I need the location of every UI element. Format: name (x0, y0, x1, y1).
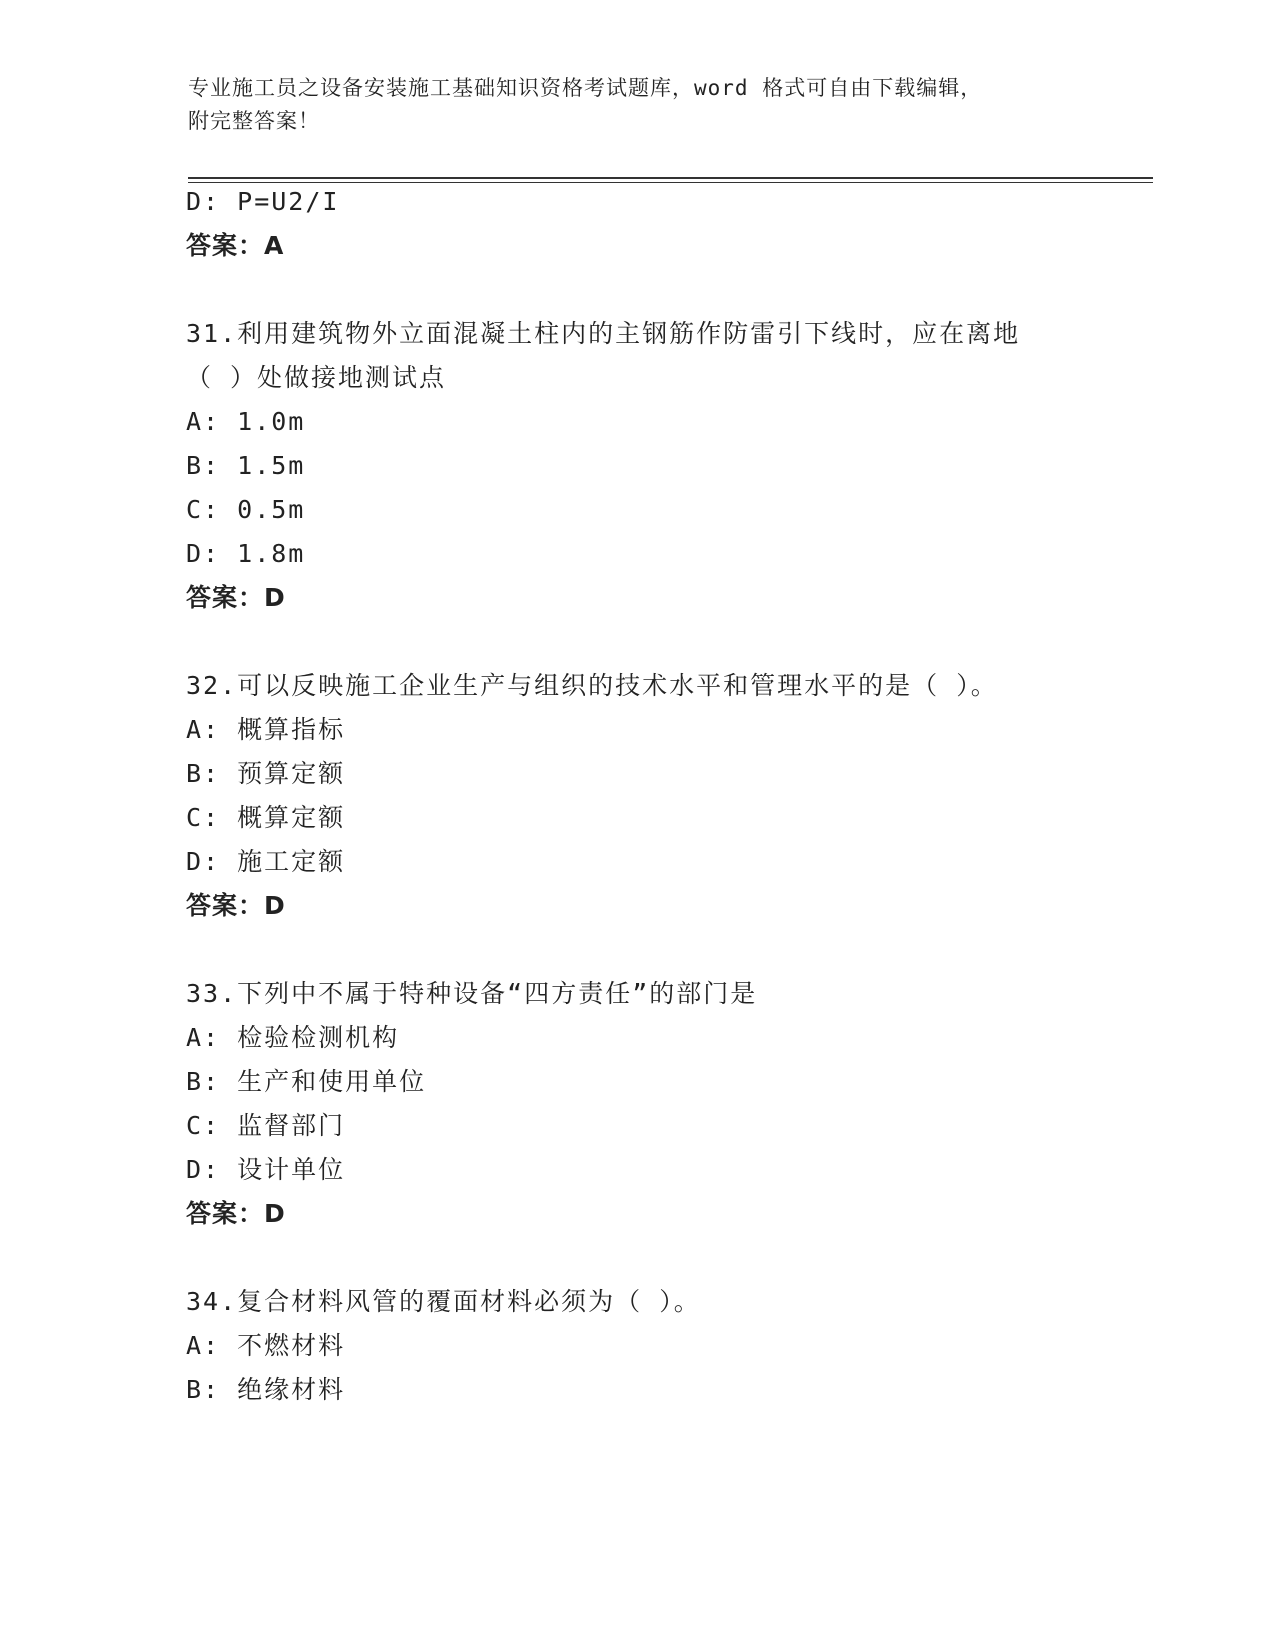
header-line-1: 专业施工员之设备安装施工基础知识资格考试题库，word 格式可自由下载编辑， (188, 76, 983, 100)
question-34-option-b: B: 绝缘材料 (186, 1375, 346, 1404)
question-31-stem-line-2: （ ）处做接地测试点 (186, 363, 447, 392)
question-33-option-c: C: 监督部门 (186, 1111, 346, 1140)
header-divider-thin (188, 182, 1153, 183)
question-32-option-a: A: 概算指标 (186, 715, 346, 744)
question-33-option-a: A: 检验检测机构 (186, 1023, 400, 1052)
header-divider-thick (188, 177, 1153, 179)
question-31-option-b: B: 1.5m (186, 451, 306, 480)
document-header (188, 72, 1088, 138)
question-34-option-a: A: 不燃材料 (186, 1331, 346, 1360)
question-33-stem: 33.下列中不属于特种设备“四方责任”的部门是 (186, 979, 758, 1008)
question-31-stem-line-1: 31.利用建筑物外立面混凝土柱内的主钢筋作防雷引下线时，应在离地 (186, 319, 1021, 348)
question-34-stem: 34.复合材料风管的覆面材料必须为（ ）。 (186, 1287, 701, 1316)
question-31-option-d: D: 1.8m (186, 539, 306, 568)
question-33-answer: 答案：D (186, 1199, 286, 1228)
question-31-answer: 答案：D (186, 583, 286, 612)
question-33-option-b: B: 生产和使用单位 (186, 1067, 427, 1096)
question-31-option-c: C: 0.5m (186, 495, 306, 524)
option-d: D: P=U2/I (186, 187, 340, 216)
header-line-2: 附完整答案！ (188, 109, 320, 133)
question-32-option-c: C: 概算定额 (186, 803, 346, 832)
question-32-answer: 答案：D (186, 891, 286, 920)
question-32-stem: 32.可以反映施工企业生产与组织的技术水平和管理水平的是（ ）。 (186, 671, 998, 700)
question-32-option-b: B: 预算定额 (186, 759, 346, 788)
answer-line: 答案：A (186, 231, 285, 260)
question-32-option-d: D: 施工定额 (186, 847, 346, 876)
question-33-option-d: D: 设计单位 (186, 1155, 346, 1184)
question-31-option-a: A: 1.0m (186, 407, 306, 436)
